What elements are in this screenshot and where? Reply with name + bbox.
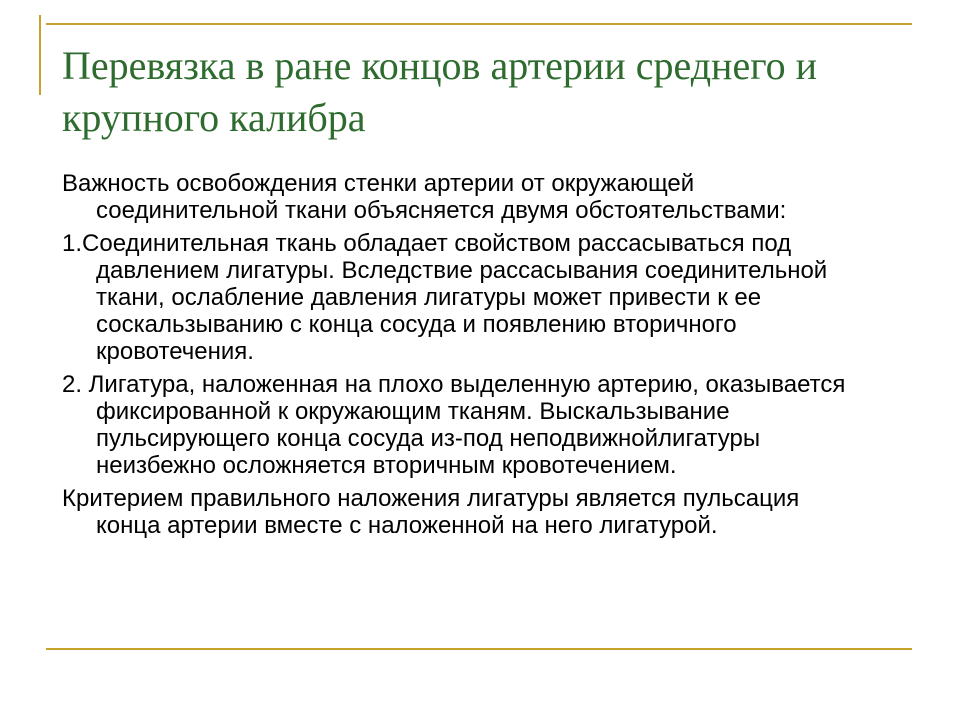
intro-paragraph: Важность освобождения стенки артерии от окружающей соединительной ткани объясняется двумя обстоятельствами:	[62, 170, 787, 224]
slide-title: Перевязка в ране концов артерии среднего и крупного калибра	[62, 43, 818, 140]
top-divider-line	[46, 23, 912, 25]
left-accent-line	[39, 15, 41, 95]
point-1-paragraph: 1.Соединительная ткань обладает свойством рассасываться под давлением лигатуры. Вследствие рассасывания соединительной ткани, ослабление давления лигатуры может привести к ее соскальзыванию с конца сосуда и появлению вторичного кровотечения.	[62, 230, 828, 365]
point-2-paragraph: 2. Лигатура, наложенная на плохо выделенную артерию, оказывается фиксированной к окружающим тканям. Выскальзывание пульсирующего конца сосуда из-под неподвижнойлигатуры неизбежно осложняется вторичным кровотечением.	[62, 371, 846, 479]
slide-body	[62, 170, 862, 545]
criterion-paragraph: Критерием правильного наложения лигатуры является пульсация конца артерии вместе с наложенной на него лигатурой.	[62, 485, 800, 539]
bottom-divider-line	[46, 648, 912, 650]
